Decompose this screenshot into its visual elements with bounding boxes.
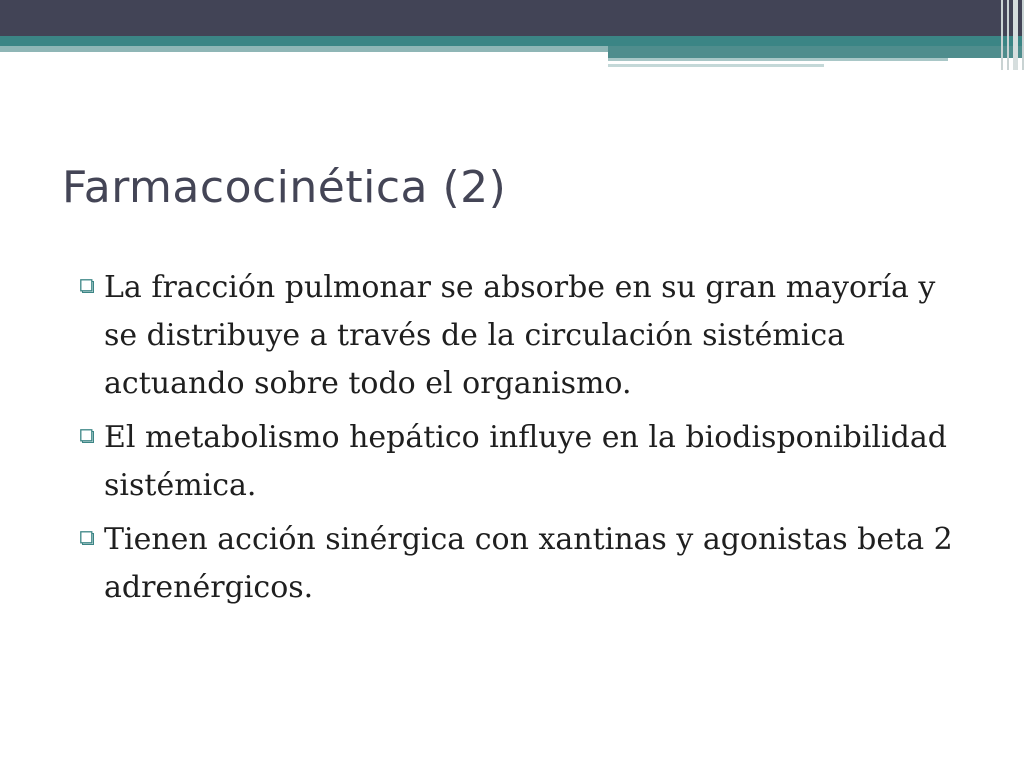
bullet-text: La fracción pulmonar se absorbe en su gran mayoría y se distribuye a través de la circulación sistémica actuando sobre todo el organismo. [104, 270, 936, 401]
bullet-text: El metabolismo hepático influye en la biodisponibilidad sistémica. [104, 420, 947, 503]
header-stripes [992, 0, 1024, 70]
header-accent-line [608, 64, 824, 67]
bullet-text: Tienen acción sinérgica con xantinas y agonistas beta 2 adrenérgicos. [104, 522, 953, 605]
header-accent-step [608, 46, 1024, 58]
bullet-item [78, 414, 978, 510]
header-accent-bar [0, 36, 1024, 46]
checkbox-icon [80, 429, 95, 444]
bullet-list [78, 264, 978, 618]
checkbox-icon [80, 531, 95, 546]
header-accent-line [608, 58, 948, 61]
bullet-item [78, 264, 978, 408]
header-banner [0, 0, 1024, 36]
bullet-item [78, 516, 978, 612]
slide-title: Farmacocinética (2) [62, 162, 507, 213]
checkbox-icon [80, 279, 95, 294]
